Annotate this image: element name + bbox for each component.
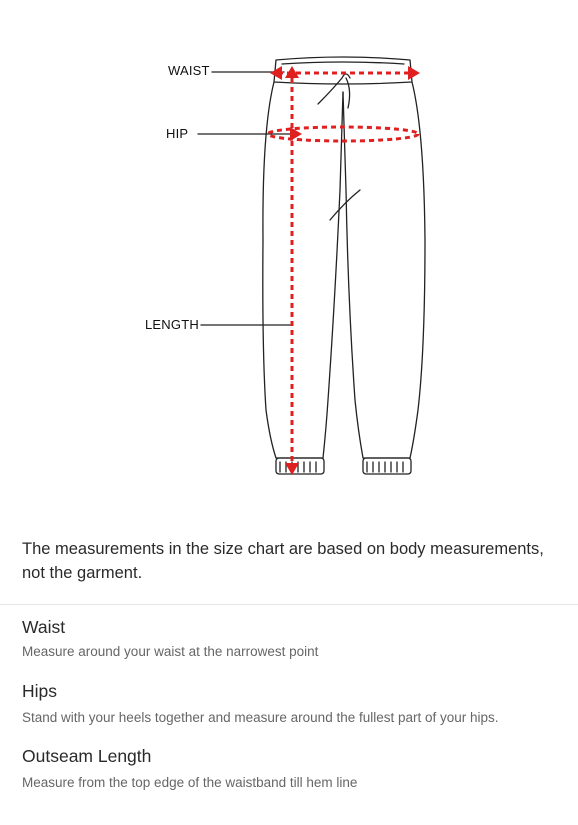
measurement-outseam-length bbox=[22, 746, 357, 790]
measurement-description: Measure around your waist at the narrowest point bbox=[22, 644, 319, 659]
measurement-description: Stand with your heels together and measure around the fullest part of your hips. bbox=[22, 710, 499, 725]
waist-arrow-right bbox=[408, 66, 420, 80]
drawstring bbox=[318, 74, 350, 108]
divider bbox=[0, 604, 578, 605]
hip-label: HIP bbox=[166, 126, 189, 141]
waistband bbox=[274, 57, 412, 84]
left-cuff bbox=[276, 458, 324, 474]
right-cuff bbox=[363, 458, 411, 474]
right-leg-outline bbox=[343, 82, 425, 458]
measurement-title: Waist bbox=[22, 617, 66, 637]
length-label: LENGTH bbox=[145, 317, 199, 332]
measurement-hips bbox=[22, 681, 499, 725]
waist-label: WAIST bbox=[168, 63, 210, 78]
left-leg-outline bbox=[263, 82, 343, 458]
measurement-waist bbox=[22, 617, 318, 659]
size-chart-note: The measurements in the size chart are based on body measurements, not the garment. bbox=[22, 540, 544, 582]
measurement-title: Outseam Length bbox=[22, 746, 152, 766]
measurement-description: Measure from the top edge of the waistband till hem line bbox=[22, 775, 358, 790]
waist-arrow-left bbox=[270, 66, 282, 80]
length-arrow-bottom bbox=[285, 463, 299, 475]
measurement-title: Hips bbox=[22, 681, 58, 701]
